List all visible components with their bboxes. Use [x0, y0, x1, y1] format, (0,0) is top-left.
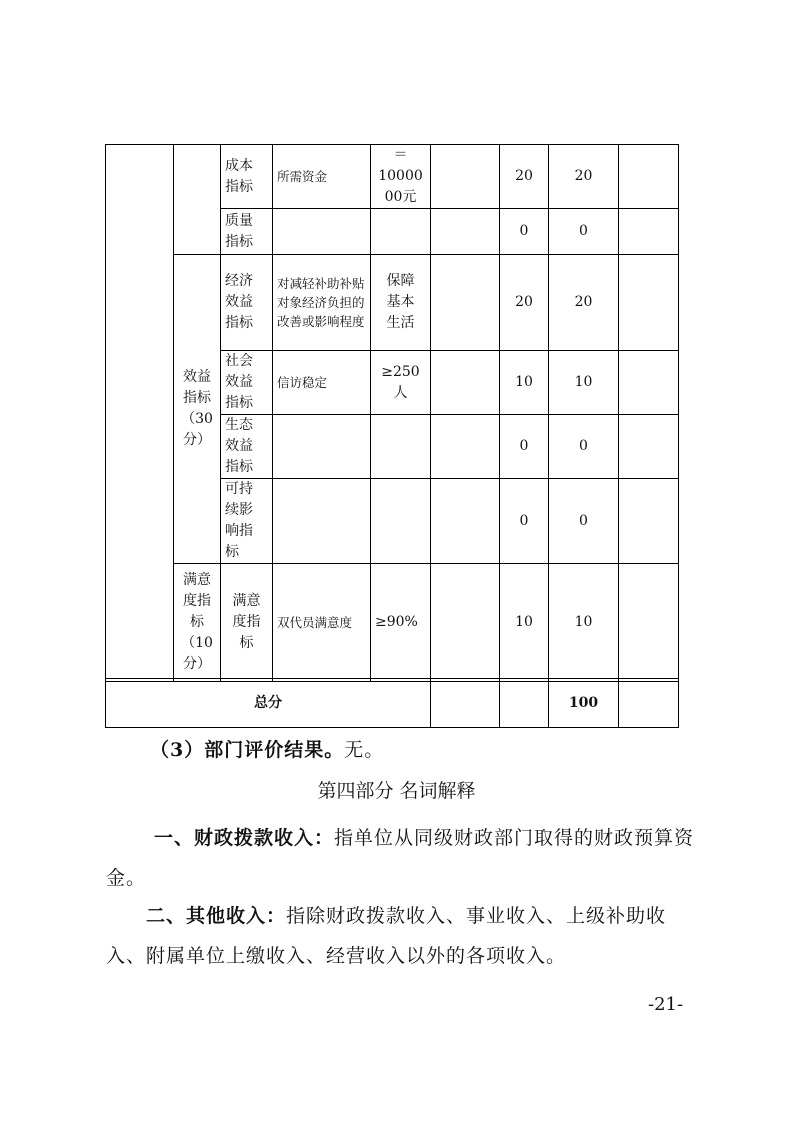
- economic-indicator: 对减轻补助补贴对象经济负担的改善或影响程度: [273, 255, 371, 351]
- other-income-paragraph: [106, 896, 702, 976]
- ecological-score: 0: [549, 415, 619, 479]
- satisfaction-category: 满意 度指 标: [221, 564, 273, 682]
- total-weight: [500, 679, 549, 728]
- quality-target: [371, 209, 431, 255]
- economic-actual: [431, 255, 500, 351]
- cost-category: 成本 指标: [221, 145, 273, 209]
- fiscal-appropriation-definition: 指单位从同级财政部门取得的财政预算资金。: [106, 827, 695, 889]
- satisfaction-target: ≥90%: [371, 564, 431, 682]
- quality-indicator: [273, 209, 371, 255]
- ecological-category: 生态 效益 指标: [221, 415, 273, 479]
- evaluation-result-paragraph: [150, 730, 710, 770]
- social-score: 10: [549, 351, 619, 415]
- performance-table: [105, 144, 679, 682]
- sustainable-target: [371, 479, 431, 564]
- evaluation-result-text: 无。: [344, 739, 385, 761]
- quality-remark: [619, 209, 679, 255]
- fiscal-appropriation-paragraph: [106, 818, 702, 898]
- cost-score: 20: [549, 145, 619, 209]
- sustainable-remark: [619, 479, 679, 564]
- cost-remark: [619, 145, 679, 209]
- satisfaction-remark: [619, 564, 679, 682]
- social-indicator: 信访稳定: [273, 351, 371, 415]
- satisfaction-actual: [431, 564, 500, 682]
- other-income-term: 二、其他收入：: [146, 905, 287, 927]
- ecological-remark: [619, 415, 679, 479]
- ecological-actual: [431, 415, 500, 479]
- total-table: [105, 678, 679, 728]
- total-value: 100: [549, 679, 619, 728]
- first-level-indicator-cell: [106, 145, 174, 682]
- total-label: 总分: [106, 679, 431, 728]
- satisfaction-score: 10: [549, 564, 619, 682]
- evaluation-result-heading: （3）部门评价结果。: [150, 739, 345, 761]
- sustainable-weight: 0: [500, 479, 549, 564]
- total-remark: [619, 679, 679, 728]
- quality-score: 0: [549, 209, 619, 255]
- economic-remark: [619, 255, 679, 351]
- satisfaction-indicator: 双代员满意度: [273, 564, 371, 682]
- ecological-target: [371, 415, 431, 479]
- quality-category: 质量 指标: [221, 209, 273, 255]
- ecological-indicator: [273, 415, 371, 479]
- social-category: 社会 效益 指标: [221, 351, 273, 415]
- economic-score: 20: [549, 255, 619, 351]
- page-number: -21-: [648, 994, 684, 1015]
- social-weight: 10: [500, 351, 549, 415]
- quality-weight: 0: [500, 209, 549, 255]
- cost-weight: 20: [500, 145, 549, 209]
- ecological-weight: 0: [500, 415, 549, 479]
- benefit-group: 效益 指标 （30 分）: [174, 255, 221, 564]
- social-target: ≥250 人: [371, 351, 431, 415]
- other-income-definition: 指除财政拨款收入、事业收入、上级补助收入、附属单位上缴收入、经营收入以外的各项收入。: [106, 905, 667, 967]
- sustainable-score: 0: [549, 479, 619, 564]
- second-level-indicator-cell: [174, 145, 221, 255]
- social-actual: [431, 351, 500, 415]
- total-actual: [431, 679, 500, 728]
- section-title: 第四部分 名词解释: [317, 780, 476, 802]
- satisfaction-group: 满意 度指 标 （10 分）: [174, 564, 221, 682]
- sustainable-category: 可持 续影 响指 标: [221, 479, 273, 564]
- satisfaction-weight: 10: [500, 564, 549, 682]
- sustainable-actual: [431, 479, 500, 564]
- cost-actual: [431, 145, 500, 209]
- cost-indicator: 所需资金: [273, 145, 371, 209]
- economic-target: 保障 基本 生活: [371, 255, 431, 351]
- economic-category: 经济 效益 指标: [221, 255, 273, 351]
- sustainable-indicator: [273, 479, 371, 564]
- quality-actual: [431, 209, 500, 255]
- economic-weight: 20: [500, 255, 549, 351]
- cost-target: ＝ 10000 00元: [371, 145, 431, 209]
- fiscal-appropriation-term: 一、财政拨款收入：: [154, 827, 335, 849]
- social-remark: [619, 351, 679, 415]
